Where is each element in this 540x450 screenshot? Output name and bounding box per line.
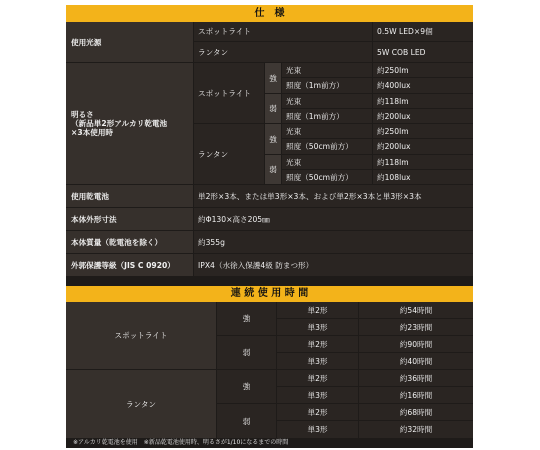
brightness-item-value: 約250lm	[373, 63, 473, 77]
runtime-hours: 約32時間	[359, 421, 473, 438]
weight-label: 本体質量（乾電池を除く）	[66, 231, 193, 253]
runtime-battery: 単3形	[277, 353, 358, 369]
brightness-item-value: 約118lm	[373, 94, 473, 108]
runtime-battery: 単3形	[277, 421, 358, 438]
runtime-header: 連 続 使 用 時 間	[66, 286, 473, 302]
brightness-item-key: 照度（50cm前方）	[282, 139, 372, 154]
spec-header: 仕 様	[66, 5, 473, 22]
runtime-hours: 約36時間	[359, 370, 473, 386]
runtime-lantern-strong: 強	[217, 370, 276, 403]
runtime-mode-spot: スポットライト	[66, 302, 216, 369]
light-source-name-lantern: ランタン	[194, 42, 372, 62]
brightness-item-value: 約250lm	[373, 124, 473, 138]
runtime-battery: 単3形	[277, 319, 358, 335]
brightness-item-value: 約118lm	[373, 155, 473, 169]
brightness-item-value: 約200lux	[373, 139, 473, 154]
light-source-name-spot: スポットライト	[194, 22, 372, 41]
brightness-item-key: 照度（50cm前方）	[282, 170, 372, 184]
brightness-item-value: 約200lux	[373, 109, 473, 123]
brightness-item-key: 照度（1m前方）	[282, 78, 372, 93]
light-source-value-spot: 0.5W LED×9個	[373, 22, 473, 41]
brightness-item-key: 照度（1m前方）	[282, 109, 372, 123]
brightness-item-key: 光束	[282, 63, 372, 77]
runtime-mode-lantern: ランタン	[66, 370, 216, 438]
light-source-value-lantern: 5W COB LED	[373, 42, 473, 62]
runtime-spot-strong: 強	[217, 302, 276, 335]
runtime-battery: 単2形	[277, 302, 358, 318]
brightness-item-value: 約108lux	[373, 170, 473, 184]
runtime-hours: 約23時間	[359, 319, 473, 335]
brightness-mode-spot: スポットライト	[194, 63, 264, 123]
brightness-label: 明るさ （新品単2形アルカリ乾電池 ×3本使用時	[66, 63, 193, 184]
battery-label: 使用乾電池	[66, 185, 193, 207]
brightness-item-key: 光束	[282, 94, 372, 108]
protection-label: 外郭保護等級（JIS C 0920）	[66, 254, 193, 276]
battery-value: 単2形×3本、または単3形×3本、および単2形×3本と単3形×3本	[194, 185, 473, 207]
runtime-hours: 約90時間	[359, 336, 473, 352]
runtime-spot-weak: 弱	[217, 336, 276, 369]
brightness-spot-weak: 弱	[265, 94, 281, 123]
protection-value: IPX4（水徐入保護4級 防まつ形）	[194, 254, 473, 276]
brightness-item-value: 約400lux	[373, 78, 473, 93]
footnote: ※アルカリ乾電池を使用 ※新品乾電池使用時、明るさが1/10になるまでの時間	[73, 439, 289, 446]
brightness-item-key: 光束	[282, 124, 372, 138]
brightness-mode-lantern: ランタン	[194, 124, 264, 184]
spec-sheet	[66, 5, 473, 448]
brightness-item-key: 光束	[282, 155, 372, 169]
runtime-hours: 約40時間	[359, 353, 473, 369]
runtime-lantern-weak: 弱	[217, 404, 276, 438]
brightness-lantern-strong: 強	[265, 124, 281, 154]
brightness-spot-strong: 強	[265, 63, 281, 93]
runtime-battery: 単3形	[277, 387, 358, 403]
brightness-lantern-weak: 弱	[265, 155, 281, 184]
runtime-battery: 単2形	[277, 336, 358, 352]
runtime-hours: 約16時間	[359, 387, 473, 403]
runtime-hours: 約68時間	[359, 404, 473, 420]
dimensions-label: 本体外形寸法	[66, 208, 193, 230]
light-source-label: 使用光源	[66, 22, 193, 62]
runtime-battery: 単2形	[277, 370, 358, 386]
runtime-hours: 約54時間	[359, 302, 473, 318]
dimensions-value: 約Φ130×高さ205㎜	[194, 208, 473, 230]
weight-value: 約355g	[194, 231, 473, 253]
runtime-battery: 単2形	[277, 404, 358, 420]
